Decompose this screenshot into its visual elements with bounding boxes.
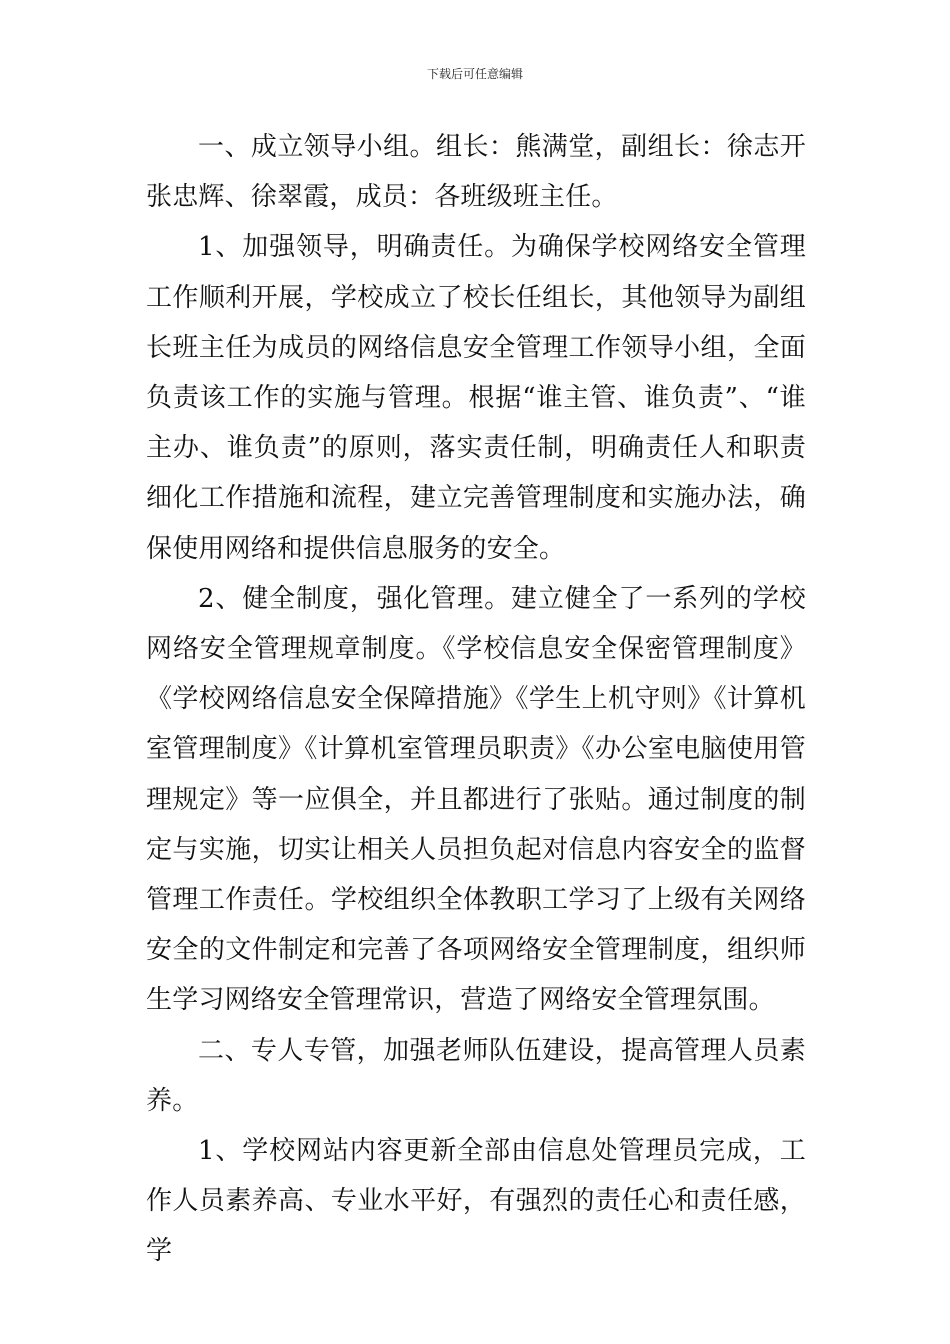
paragraph-4: 二、专人专管，加强老师队伍建设，提高管理人员素养。 <box>146 1035 806 1116</box>
paragraph-2: 1、加强领导，明确责任。为确保学校网络安全管理工作顺利开展，学校成立了校长任组长，其他领导为副组长班主任为成员的网络信息安全管理工作领导小组，全面负责该工作的实施与管理。根据“谁主管、谁负责”、“谁主办、谁负责”的原则，落实责任制，明确责任人和职责细化工作措施和流程，建立完善管理制度和实施办法，确保使用网络和提供信息服务的安全。 <box>146 232 806 564</box>
paragraph-3: 2、健全制度，强化管理。建立健全了一系列的学校网络安全管理规章制度。《学校信息安全保密管理制度》《学校网络信息安全保障措施》《学生上机守则》《计算机室管理制度》《计算机室管理员职责》《办公室电脑使用管理规定》等一应俱全，并且都进行了张贴。通过制度的制定与实施，切实让相关人员担负起对信息内容安全的监督管理工作责任。学校组织全体教职工学习了上级有关网络安全的文件制定和完善了各项网络安全管理制度，组织师生学习网络安全管理常识，营造了网络安全管理氛围。 <box>146 583 806 1016</box>
paragraph-5: 1、学校网站内容更新全部由信息处管理员完成，工作人员素养高、专业水平好，有强烈的责任心和责任感，学 <box>146 1136 806 1267</box>
document-body <box>146 122 806 1277</box>
header-note: 下载后可任意编辑 <box>426 67 523 81</box>
paragraph-1: 一、成立领导小组。组长：熊满堂，副组长：徐志开张忠辉、徐翠霞，成员：各班级班主任。 <box>146 132 806 213</box>
